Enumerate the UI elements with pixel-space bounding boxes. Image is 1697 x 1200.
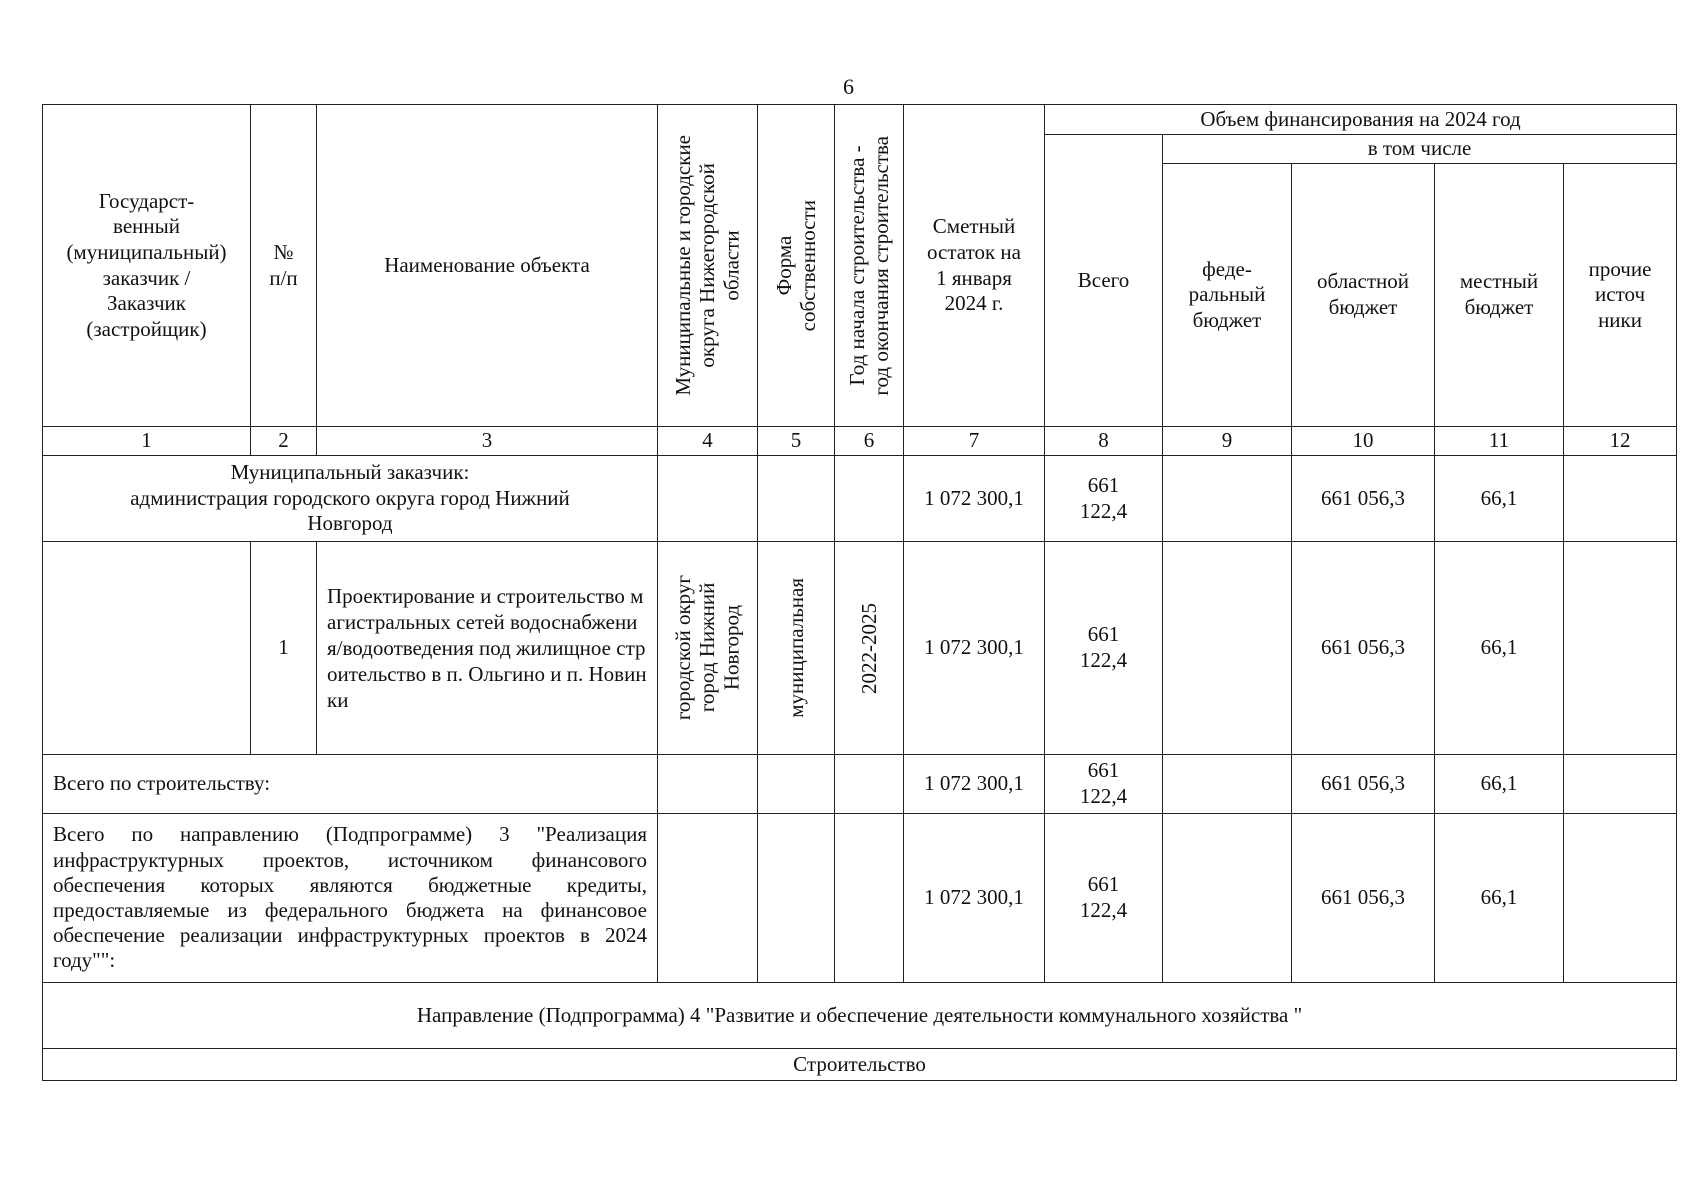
customer-local: 66,1 — [1435, 456, 1564, 542]
construction-total-balance: 1 072 300,1 — [904, 755, 1045, 814]
construction-total-total: 661 122,4 — [1045, 755, 1163, 814]
column-number: 12 — [1564, 427, 1677, 456]
column-number: 11 — [1435, 427, 1564, 456]
header-including: в том числе — [1163, 135, 1677, 164]
direction-total-label: Всего по направлению (Подпрограмме) 3 "Реализация инфраструктурных проектов, источником финансового обеспечения которых являются бюджетные кредиты, предоставляемые из федерального бюджета на финансовое обеспечение реализации инфраструктурных проектов в 2024 году"": — [43, 814, 658, 983]
customer-regional: 661 056,3 — [1292, 456, 1435, 542]
empty-cell — [758, 755, 835, 814]
construction-total-local: 66,1 — [1435, 755, 1564, 814]
header-ownership — [758, 105, 835, 427]
header-other-sources: прочие источ ники — [1564, 164, 1677, 427]
object-balance: 1 072 300,1 — [904, 542, 1045, 755]
direction-total-local: 66,1 — [1435, 814, 1564, 983]
construction-total-other — [1564, 755, 1677, 814]
construction-total-row — [43, 755, 1677, 814]
empty-cell — [835, 755, 904, 814]
empty-cell — [835, 814, 904, 983]
header-municipal-districts — [658, 105, 758, 427]
direction-total-federal — [1163, 814, 1292, 983]
column-number: 7 — [904, 427, 1045, 456]
direction-total-other — [1564, 814, 1677, 983]
header-years-text: Год начала строительства - год окончания строительства — [844, 135, 893, 396]
header-local-budget: местный бюджет — [1435, 164, 1564, 427]
customer-label: Муниципальный заказчик: администрация городского округа город Нижний Новгород — [43, 456, 658, 542]
column-numbers-row — [43, 427, 1677, 456]
empty-cell — [758, 814, 835, 983]
header-customer: Государст- венный (муниципальный) заказчик / Заказчик (застройщик) — [43, 105, 251, 427]
object-ownership-text: муниципальная — [783, 578, 808, 718]
direction-total-row — [43, 814, 1677, 983]
column-number: 2 — [251, 427, 317, 456]
object-other — [1564, 542, 1677, 755]
direction4-heading: Направление (Подпрограмма) 4 "Развитие и обеспечение деятельности коммунального хозяйства " — [43, 983, 1677, 1049]
header-regional-budget: областной бюджет — [1292, 164, 1435, 427]
direction4-row — [43, 983, 1677, 1049]
object-customer — [43, 542, 251, 755]
empty-cell — [835, 456, 904, 542]
page-number: 6 — [843, 74, 854, 99]
object-regional: 661 056,3 — [1292, 542, 1435, 755]
direction-total-balance: 1 072 300,1 — [904, 814, 1045, 983]
column-number: 1 — [43, 427, 251, 456]
construction-total-federal — [1163, 755, 1292, 814]
object-years — [835, 542, 904, 755]
empty-cell — [658, 755, 758, 814]
column-number: 5 — [758, 427, 835, 456]
header-row-1 — [43, 105, 1677, 135]
customer-other — [1564, 456, 1677, 542]
header-municipal-text: Муниципальные и городские округа Нижегородской области — [671, 135, 744, 396]
customer-total: 661 122,4 — [1045, 456, 1163, 542]
header-funding-volume: Объем финансирования на 2024 год — [1045, 105, 1677, 135]
header-number: № п/п — [251, 105, 317, 427]
object-ownership — [758, 542, 835, 755]
header-object-name: Наименование объекта — [317, 105, 658, 427]
column-number: 8 — [1045, 427, 1163, 456]
construction-total-label: Всего по строительству: — [43, 755, 658, 814]
object-federal — [1163, 542, 1292, 755]
object-municipal-text: городской округ город Нижний Новгород — [671, 575, 744, 721]
column-number: 9 — [1163, 427, 1292, 456]
construction-heading-row — [43, 1049, 1677, 1081]
financing-table — [42, 104, 1677, 1081]
header-estimated-balance: Сметный остаток на 1 января 2024 г. — [904, 105, 1045, 427]
object-municipal — [658, 542, 758, 755]
column-number: 10 — [1292, 427, 1435, 456]
customer-federal — [1163, 456, 1292, 542]
object-total: 661 122,4 — [1045, 542, 1163, 755]
customer-balance: 1 072 300,1 — [904, 456, 1045, 542]
header-ownership-text: Форма собственности — [771, 199, 820, 332]
empty-cell — [658, 814, 758, 983]
construction-heading: Строительство — [43, 1049, 1677, 1081]
direction-total-total: 661 122,4 — [1045, 814, 1163, 983]
object-number: 1 — [251, 542, 317, 755]
object-name: Проектирование и строительство магистральных сетей водоснабжения/водоотведения под жилищное строительство в п. Ольгино и п. Новинки — [317, 542, 658, 755]
header-total: Всего — [1045, 135, 1163, 427]
column-number: 3 — [317, 427, 658, 456]
column-number: 4 — [658, 427, 758, 456]
object-local: 66,1 — [1435, 542, 1564, 755]
object-years-text: 2022-2025 — [856, 602, 881, 694]
construction-total-regional: 661 056,3 — [1292, 755, 1435, 814]
direction-total-regional: 661 056,3 — [1292, 814, 1435, 983]
header-federal-budget: феде- ральный бюджет — [1163, 164, 1292, 427]
customer-row — [43, 456, 1677, 542]
object-row — [43, 542, 1677, 755]
column-number: 6 — [835, 427, 904, 456]
header-construction-years — [835, 105, 904, 427]
empty-cell — [758, 456, 835, 542]
empty-cell — [658, 456, 758, 542]
